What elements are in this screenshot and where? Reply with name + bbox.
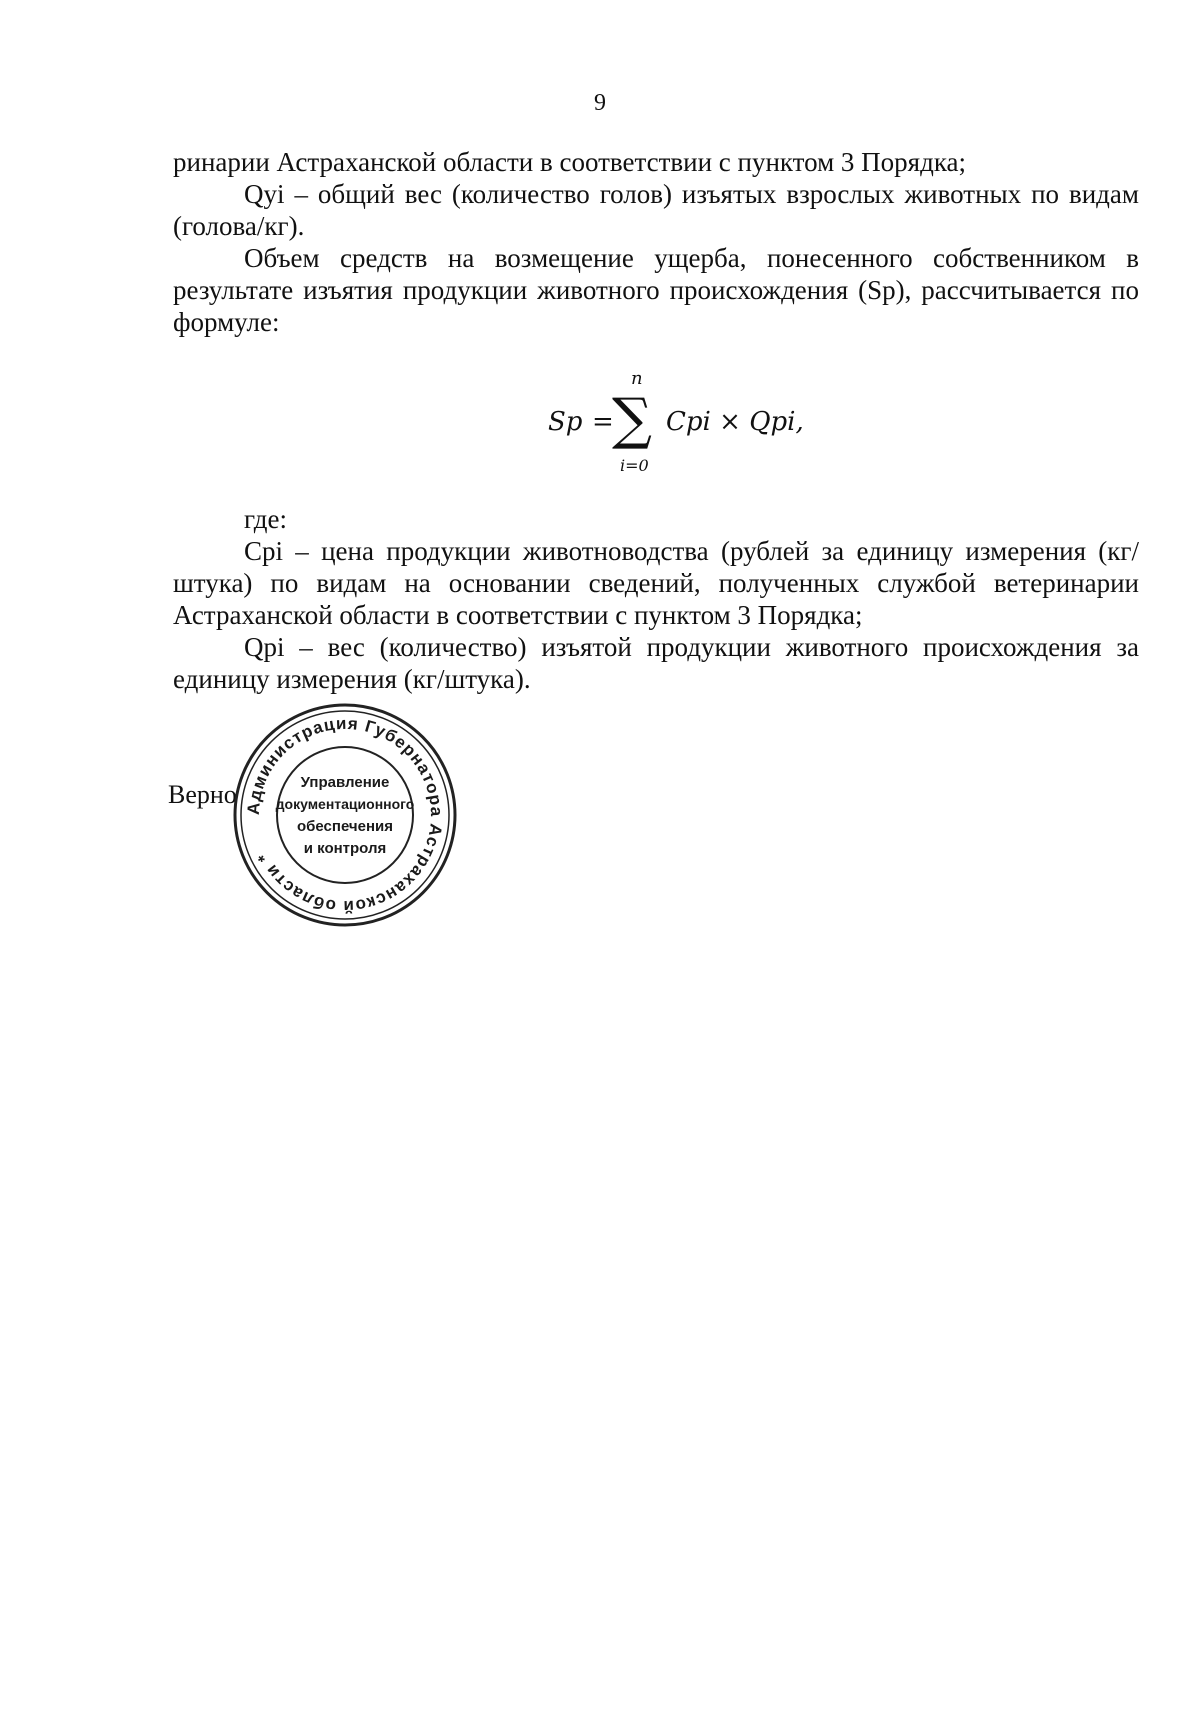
formula-lower-limit: i=0 <box>620 456 649 475</box>
paragraph: ринарии Астраханской области в соответствии с пунктом 3 Порядка; <box>173 147 967 177</box>
formula-rhs <box>666 407 804 437</box>
formula-equals: = <box>592 407 614 437</box>
svg-text:документационного: документационного <box>275 796 415 812</box>
formula-times: × <box>719 407 741 437</box>
paragraph: Qpi – вес (количество) изъятой продукции животного происхождения за единицу измерения (кг/штука). <box>173 632 1139 694</box>
paragraph: Cpi – цена продукции животноводства (рублей за единицу измерения (кг/штука) по видам на основании сведений, полученных службой ветеринарии Астраханской области в соответствии с пунктом 3 Порядка; <box>173 536 1139 630</box>
text-block-top <box>173 146 1139 338</box>
svg-text:обеспечения: обеспечения <box>296 818 394 835</box>
formula-term-cpi: Cpi <box>666 407 711 437</box>
official-stamp <box>230 700 460 930</box>
paragraph: Qyi – общий вес (количество голов) изъятых взрослых животных по видам (голова/кг). <box>173 179 1139 241</box>
svg-text:и контроля: и контроля <box>303 840 387 857</box>
page-number: 9 <box>594 90 606 116</box>
text-block-bottom <box>173 503 1139 695</box>
svg-text:Управление: Управление <box>300 774 390 791</box>
formula-upper-limit: n <box>631 368 643 389</box>
paragraph: Объем средств на возмещение ущерба, понесенного собственником в результате изъятия продукции животного происхождения (Sp), рассчитывается по формуле: <box>173 243 1139 337</box>
sigma-icon: ∑ <box>612 387 652 452</box>
svg-text:Администрация Губернатора Астр: Администрация Губернатора Астраханской области * <box>243 713 447 917</box>
formula-sp <box>548 368 868 478</box>
formula-term-qpi: Qpi, <box>749 407 804 437</box>
signature-verno: Верно <box>168 780 237 809</box>
paragraph: где: <box>244 504 287 534</box>
formula-lhs: Sp <box>548 407 583 437</box>
